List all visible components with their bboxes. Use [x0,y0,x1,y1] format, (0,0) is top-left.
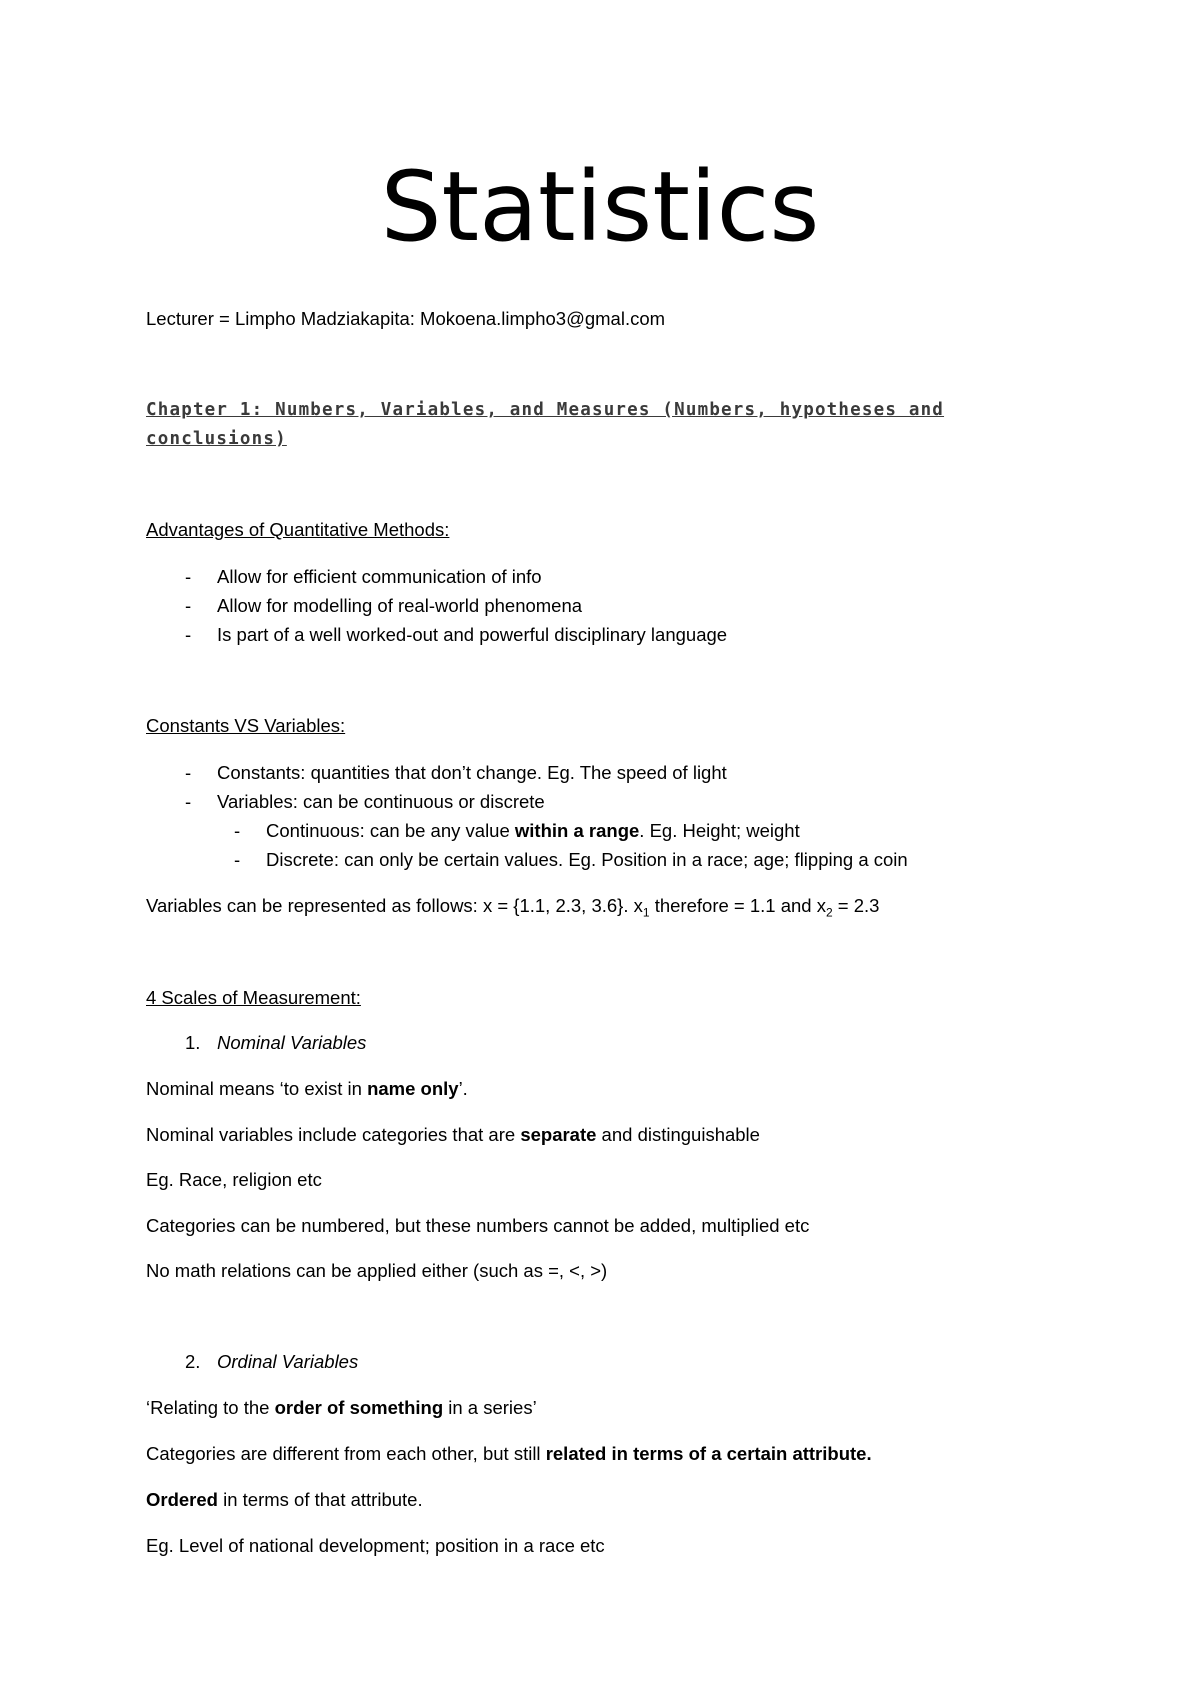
list-item: - Is part of a well worked-out and powerful disciplinary language [185,624,728,645]
paragraph: Ordered in terms of that attribute. [146,1489,423,1510]
paragraph: ‘Relating to the order of something in a series’ [146,1397,537,1418]
paragraph: No math relations can be applied either (such as =, <, >) [146,1260,608,1281]
nominal-subheading: 1. Nominal Variables [185,1032,367,1053]
dash-bullet: - [234,849,241,870]
paragraph: Eg. Race, religion etc [146,1169,322,1190]
paragraph: Nominal means ‘to exist in name only’. [146,1078,468,1099]
sub-list-item: - Discrete: can only be certain values. Eg. Position in a race; age; flipping a coin [234,849,908,870]
paragraph: Categories can be numbered, but these numbers cannot be added, multiplied etc [146,1215,810,1236]
paragraph: Categories are different from each other, but still related in terms of a certain attribute. [146,1443,872,1464]
page-title: Statistics [380,151,820,263]
dash-bullet: - [185,595,192,616]
variables-representation: Variables can be represented as follows: x = {1.1, 2.3, 3.6}. $x_1$ therefore = 1.1 and $x_2 = 2.3$ [146,895,880,920]
list-item: - Allow for modelling of real-world phenomena [185,595,583,616]
dash-bullet: - [234,820,241,841]
scales-heading: 4 Scales of Measurement: [146,987,361,1008]
constants-heading: Constants VS Variables: [146,715,346,736]
chapter-heading-line1: Chapter 1: Numbers, Variables, and Measures (Numbers, hypotheses and [146,400,945,420]
dash-bullet: - [185,624,192,645]
ordinal-subheading: 2. Ordinal Variables [185,1351,359,1372]
dash-bullet: - [185,762,192,783]
list-item: - Constants: quantities that don’t change. Eg. The speed of light [185,762,727,783]
chapter-heading-line2: conclusions) [146,429,287,449]
lecturer-line: Lecturer = Limpho Madziakapita: Mokoena.limpho3@gmal.com [146,308,666,329]
sub-list-item: - Continuous: can be any value within a range. Eg. Height; weight [234,820,800,841]
advantages-heading: Advantages of Quantitative Methods: [146,519,450,540]
dash-bullet: - [185,791,192,812]
dash-bullet: - [185,566,192,587]
list-item: - Allow for efficient communication of info [185,566,542,587]
list-item: - Variables: can be continuous or discrete [185,791,545,812]
paragraph: Eg. Level of national development; position in a race etc [146,1535,605,1556]
paragraph: Nominal variables include categories that are separate and distinguishable [146,1124,760,1145]
